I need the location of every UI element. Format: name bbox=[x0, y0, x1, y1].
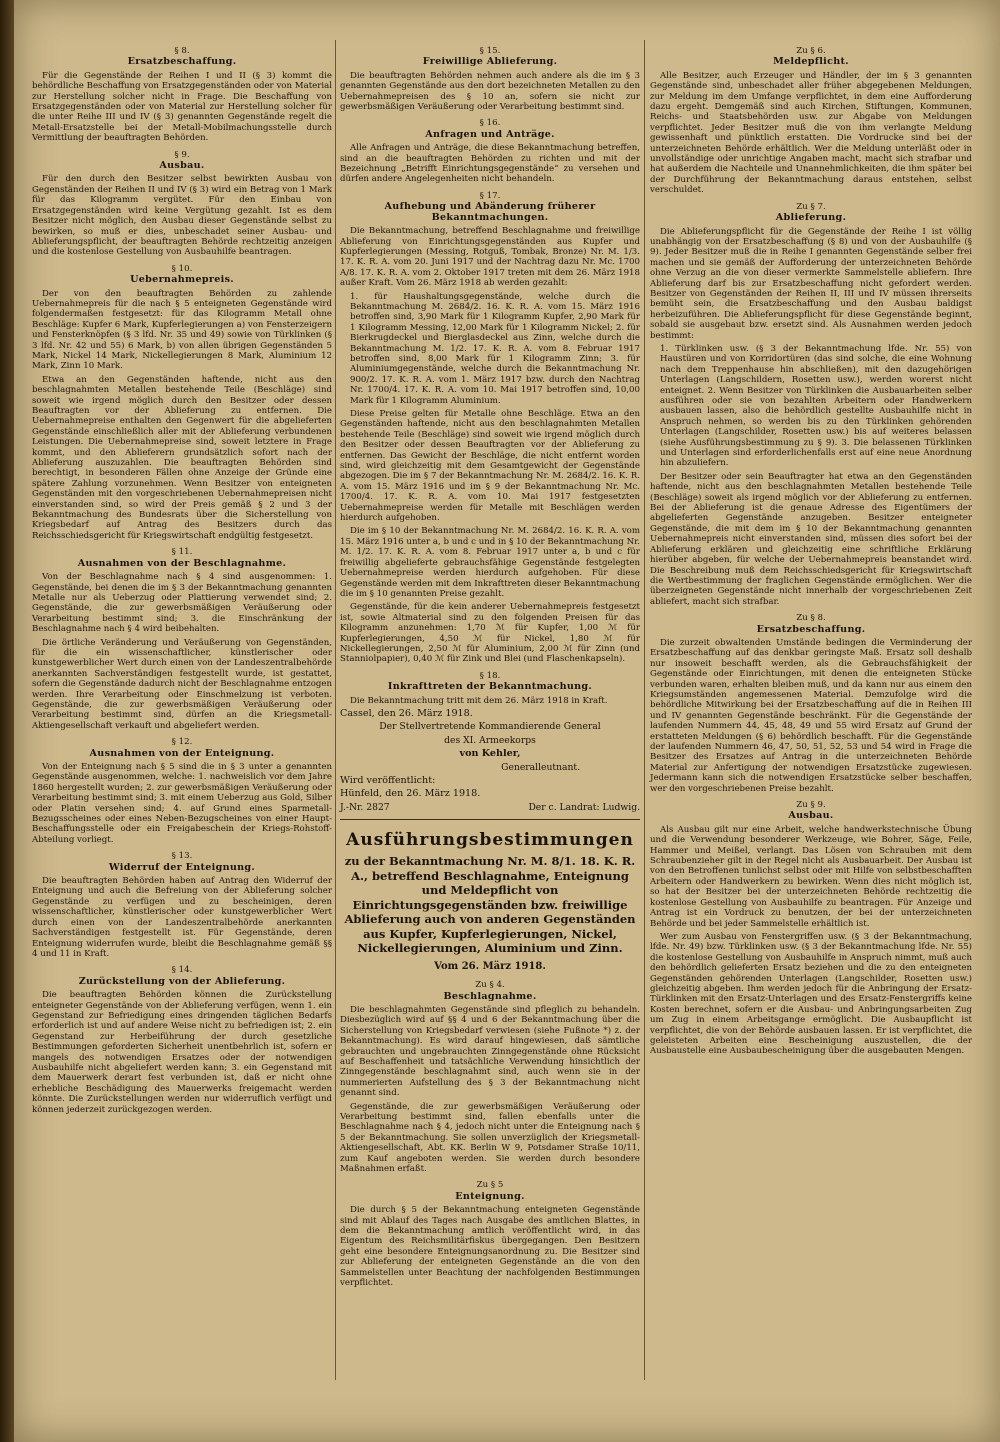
section-text: Der von den beauftragten Behörden zu zahlende Uebernahmepreis für die nach § 5 enteigneten Gegenstände wird folgendermaßen festgesetzt: für das Kilogramm Metall ohne Beschläge: Kupfer 6 Mark, Kupferlegierungen a) von Fensterzeigern und Fensterknöpfen (§ 3 lfd. Nr. 35 und 49) sowie von Türklinken (§ 3 lfd. Nr. 42 und 55) 6 Mark, b) von allen übrigen Gegenständen 5 Mark, Nickel 14 Mark, Nickellegierungen 8 Mark, Aluminium 12 Mark, Zinn 10 Mark. bbox=[32, 288, 332, 372]
section-number: § 13. bbox=[171, 851, 193, 862]
column-divider bbox=[644, 40, 645, 1380]
signature-place: Cassel, den 26. März 1918. bbox=[340, 707, 473, 719]
section-number: § 9. bbox=[174, 149, 190, 160]
section-number: § 11. bbox=[171, 547, 193, 558]
section-list: 1. für Haushaltungsgegenstände, welche durch die Bekanntmachung M. 2684/2. 16. K. R. A. vom 15. März 1916 betroffen sind, 3,90 Mark für 1 Kilogramm Kupfer, 2,90 Mark für 1 Kilogramm Messing, 12,00 Mark für 1 Kilogramm Nickel; 2. für Bierkrugdeckel und Bierglasdeckel aus Zinn, welche durch die Bekanntmachung M. 1/2. 17. K. R. A. vom 8. Februar 1917 betroffen sind, 8,00 Mark für 1 Kilogramm Zinn; 3. für Aluminiumgegenstände, welche durch die Bekanntmachung Nr. 900/2. 17. K. R. A. vom 1. März 1917 bzw. durch den Nachtrag Nr. 1700/4. 17. K. R. A. vom 10. Mai 1917 betroffen sind, 10,00 Mark für 1 Kilogramm Aluminium. bbox=[350, 291, 640, 406]
section-heading: Ersatzbeschaffung. bbox=[756, 623, 866, 635]
section-text: Für die Gegenstände der Reihen I und II (§ 3) kommt die behördliche Beschaffung von Ersatzgegenständen oder von Material zur Herstellung solcher nicht in Frage. Die Beschaffung von Ersatzgegenständen oder von Material zur Herstellung solcher für die unter Reihe III und IV (§ 3) genannten Gegenstände regelt die Metall-Ersatzstelle bei der Metall-Mobilmachungsstelle durch Vermittlung der beauftragten Behörden. bbox=[32, 70, 332, 144]
section-heading: Ablieferung. bbox=[775, 212, 847, 224]
section-heading: Ausbau. bbox=[159, 160, 205, 172]
section-heading: Ausnahmen von der Enteignung. bbox=[89, 747, 275, 759]
signature-name: von Kehler, bbox=[459, 748, 521, 760]
section-number: Zu § 4. bbox=[475, 980, 505, 991]
section-number: § 17. bbox=[479, 190, 501, 201]
divider bbox=[340, 819, 640, 820]
column-3 bbox=[650, 40, 972, 1060]
section-text: Gegenstände, für die kein anderer Uebernahmepreis festgesetzt ist, sowie Altmaterial sind zu den folgenden Preisen für das Kilogramm anzunehmen: 1,70 ℳ für Kupfer, 1,00 ℳ für Kupferlegierungen, 4,50 ℳ für Nickel, 1,80 ℳ für Nickellegierungen, 2,50 ℳ für Aluminium, 2,00 ℳ für Zinn (und Stanniolpapier), 0,40 ℳ für Zink und Blei (und Flaschenkapseln). bbox=[340, 602, 640, 665]
section-heading: Ersatzbeschaffung. bbox=[127, 56, 237, 68]
section-text: Etwa an den Gegenständen haftende, nicht aus den beschlagnahmten Metallen bestehende Teile (Beschläge) sind soweit wie irgend möglich durch den Besitzer oder dessen Beauftragten vor der Ablieferung zu entfernen. Die Uebernahmepreise enthalten den Gegenwert für die abgelieferten Gegenstände einschließlich aller mit der Ablieferung verbundenen Leistungen. Die Uebernahmepreise sind, soweit letztere in Frage kommt, und den Ablieferern grundsätzlich sofort nach der Ablieferung auszuzahlen. Die beauftragten Behörden sind berechtigt, in besonderen Fällen ohne Anzeige der Gründe eine spätere Zahlung vorzunehmen. Wenn Besitzer von enteigneten Gegenständen mit den vorgeschriebenen Uebernahmepreisen nicht einverstanden sind, so wird der Preis gemäß § 2 und 3 der Bekanntmachung des Bundesrats über die Sicherstellung von Kriegsbedarf auf Antrag des Besitzers durch das Reichsschiedsgericht für Kriegswirtschaft endgültig festgesetzt. bbox=[32, 374, 332, 541]
section-number: § 18. bbox=[479, 670, 501, 681]
section-text: Als Ausbau gilt nur eine Arbeit, welche handwerkstechnische Übung und die Verwendung besonderer Werkzeuge, wie Bohrer, Säge, Feile, Hammer und Meißel, verlangt. Das Lösen von Schrauben mit dem Schraubenzieher gilt in der Regel nicht als Ausbauarbeit. Der Ausbau ist von den Betroffenen tunlichst selbst oder mit Hilfe von selbstbeschafften Arbeitern oder Handwerkern zu bewirken. Wenn dies nicht möglich ist, so hat der Besitzer bei der unterzeichneten Behörde rechtzeitig die kostenlose Gestellung von Ausbauhilfe zu beantragen. Für Anzeige und Antrag ist ein Vordruck zu benutzen, der bei der unterzeichneten Behörde und bei jeder Sammelstelle erhältlich ist. bbox=[650, 824, 972, 929]
journal-number: J.-Nr. 2827 bbox=[340, 801, 390, 813]
section-text: Die örtliche Veränderung und Veräußerung von Gegenständen, für die ein wissenschaftlicher, künstlerischer oder kunstgewerblicher Wert durch einen von der Landeszentralbehörde anerkannten Sachverständigen festgestellt wurde, ist gestattet, sofern die Gegenstände dadurch nicht der Beschlagnahme entzogen werden. Ihre Verarbeitung oder Einschmelzung ist verboten. Gegenstände, die zur gewerbsmäßigen Veräußerung oder Verarbeitung bestimmt sind, dürfen an die Kriegsmetall-Aktiengesellschaft verkauft und abgeliefert werden. bbox=[32, 637, 332, 731]
section-text: Die Ablieferungspflicht für die Gegenstände der Reihe I ist völlig unabhängig von der Ersatzbeschaffung (§ 8) und von der Ausbauhilfe (§ 9). Jeder Besitzer muß die in Reihe I genannten Gegenstände selber frei machen und sie gemäß der Aufforderung der unterzeichneten Behörde ohne Verzug an die von dieser vermerkte Sammelstelle abliefern. Ihre Ablieferung darf bis zur Ersatzbeschaffung nicht gefordert werden. Besitzer von Gegenständen der Reihen II, III und IV müssen ihrerseits bemüht sein, die Ersatzbeschaffung und den Ausbau baldigst herbeizuführen. Die Ablieferungspflicht für diese Gegenstände beginnt, sobald sie ausgebaut bzw. ersetzt sind. Als Ausnahmen werden jedoch bestimmt: bbox=[650, 226, 972, 341]
section-heading: Anfragen und Anträge. bbox=[425, 128, 555, 140]
section-text: Die beauftragten Behörden können die Zurückstellung enteigneter Gegenstände von der Ablieferung verfügen, wenn 1. ein Gegenstand zur Befriedigung eines dringenden täglichen Bedarfs erforderlich ist und auf andere Weise nicht zu befriedigen ist; 2. ein Gegenstand zur Herbeiführung der durch gesetzliche Bestimmungen geforderten Sicherheit unentbehrlich ist, sofern er mangels des notwendigen Ersatzes oder der notwendigen Ausbauhilfe nicht abgeliefert werden kann; 3. ein Gegenstand mit dem Mauerwerk derart fest verbunden ist, daß er nicht ohne erhebliche Beschädigung des Mauerwerks freigemacht werden könnte. Die Zurückstellungen werden nur widerruflich verfügt und können jederzeit zurückgezogen werden. bbox=[32, 990, 332, 1115]
section-text: Die beauftragten Behörden haben auf Antrag den Widerruf der Enteignung und auch die Befreiung von der Ablieferung solcher Gegenstände zu verfügen und zu bescheinigen, deren wissenschaftlicher, künstlerischer oder kunstgewerblicher Wert durch einen von der Landeszentralbehörde anerkannten Sachverständigen festgestellt ist. Für Gegenstände, deren Enteignung widerrufen wurde, bleibt die Beschlagnahme gemäß §§ 4 und 11 in Kraft. bbox=[32, 876, 332, 959]
section-number: § 10. bbox=[171, 263, 193, 274]
section-number: § 12. bbox=[171, 737, 193, 748]
publication-number bbox=[340, 803, 640, 813]
document-subtitle: zu der Bekanntmachung Nr. M. 8/1. 18. K. R. A., betreffend Beschlagnahme, Enteignung und Meldepflicht von Einrichtungsgegenständen bzw. freiwillige Ablieferung auch von anderen Gegenständen aus Kupfer, Kupferlegierungen, Nickel, Nickellegierungen, Aluminium und Zinn. bbox=[344, 854, 636, 956]
section-number: Zu § 5 bbox=[476, 1180, 504, 1191]
section-number: Zu § 9. bbox=[796, 800, 826, 811]
column-divider bbox=[335, 40, 336, 1380]
section-heading: Ausbau. bbox=[788, 810, 834, 822]
section-heading: Beschlagnahme. bbox=[443, 990, 537, 1002]
section-text: Die Bekanntmachung, betreffend Beschlagnahme und freiwillige Ablieferung von Einrichtungsgegenständen aus Kupfer und Kupferlegierungen (Messing, Rotguß, Tombak, Bronze) Nr. M. 1/3. 17. K. R. A. vom 20. Juni 1917 und der Nachtrag dazu Nr. Mc. 1700 A/8. 17. K. R. A. vom 2. Oktober 1917 treten mit dem 26. März 1918 außer Kraft. Vom 26. März 1918 ab werden gezahlt: bbox=[340, 226, 640, 289]
section-text: Gegenstände, die zur gewerbsmäßigen Veräußerung oder Verarbeitung bestimmt sind, fallen ebenfalls unter die Beschlagnahme nach § 4, jedoch nicht unter die Enteignung nach § 5 der Bekanntmachung. Sie sollen unverzüglich der Kriegsmetall-Aktiengesellschaft, Abt. KK. Berlin W 9, Potsdamer Straße 10/11, zum Kauf angeboten werden. Sie werden durch besondere Maßnahmen erfaßt. bbox=[340, 1101, 640, 1175]
section-text: Die durch § 5 der Bekanntmachung enteigneten Gegenstände sind mit Ablauf des Tages nach Ausgabe des amtlichen Blattes, in dem die Bekanntmachung amtlich veröffentlicht wird, in das Eigentum des Reichsmilitärfiskus übergegangen. Den Besitzern geht eine besondere Enteignungsanordnung zu. Die Besitzer sind zur Ablieferung der enteigneten Gegenstände an die von den Sammelstellen unter Beachtung der nachfolgenden Bestimmungen verpflichtet. bbox=[340, 1205, 640, 1289]
section-heading: Freiwillige Ablieferung. bbox=[422, 56, 558, 68]
section-number: § 8. bbox=[174, 46, 190, 56]
section-number: Zu § 8. bbox=[796, 613, 826, 624]
column-1 bbox=[32, 40, 332, 1118]
landrat-signature: Der c. Landrat: Ludwig. bbox=[528, 801, 640, 813]
section-text: Die im § 10 der Bekanntmachung Nr. M. 2684/2. 16. K. R. A. vom 15. März 1916 unter a, b und c und in § 10 der Bekanntmachung Nr. M. 1/2. 17. K. R. A. vom 8. Februar 1917 unter a, b und c für freiwillig abgelieferte gebrauchsfähige Gegenstände festgelegten Uebernahmepreise werden hierdurch aufgehoben. Für diese Gegenstände werden mit dem Inkrafttreten dieser Bekanntmachung die im § 10 genannten Preise gezahlt. bbox=[340, 526, 640, 599]
section-number: § 14. bbox=[171, 965, 193, 976]
section-text: Die beschlagnahmten Gegenstände sind pfleglich zu behandeln. Diesbezüglich wird auf §§ 4 und 6 der Bekanntmachung über die Sicherstellung von Kriegsbedarf verwiesen (siehe Fußnote *) z. der Bekanntmachung). Es wird darauf hingewiesen, daß sämtliche gebrauchten und ungebrauchten Zinngegenstände ohne Rücksicht auf Beschaffenheit und tatsächliche Verwendung hinsichtlich der Zinngegenstände beschlagnahmt sind, auch wenn sie in der nummerierten Aufstellung des § 3 der Bekanntmachung nicht genannt sind. bbox=[340, 1004, 640, 1099]
section-heading: Ausnahmen von der Beschlagnahme. bbox=[77, 557, 287, 569]
section-heading: Zurückstellung von der Ablieferung. bbox=[78, 975, 286, 987]
newspaper-page bbox=[14, 0, 1000, 1442]
section-text: Von der Enteignung nach § 5 sind die in § 3 unter a genannten Gegenstände ausgenommen, welche: 1. nachweislich vor dem Jahre 1860 hergestellt wurden; 2. zur gewerbsmäßigen Veräußerung oder Verarbeitung bestimmt sind; 3. mit einem Ueberzug aus Gold, Silber oder Platin versehen sind; 4. auf Grund eines Sparmetall-Bezugsscheines oder eines Neben-Bezugscheines von einer Haupt-Beschaffungsstelle oder ein Freigabeschein der Kriegs-Rohstoff-Abteilung vorliegt. bbox=[32, 762, 332, 845]
section-text: Der Besitzer oder sein Beauftragter hat etwa an den Gegenständen haftende, nicht aus den beschlagnahmten Metallen bestehende Teile (Beschläge) soweit als irgend möglich vor der Ablieferung zu entfernen. Bei der Ablieferung ist die genaue Adresse des Eigentümers der abgelieferten Gegenstände anzugeben. Besitzer enteigneter Gegenstände, die mit dem im § 10 der Bekanntmachung genannten Uebernahmepreis nicht einverstanden sind, müssen dies sofort bei der Ablieferung erklären und gleichzeitig eine schriftliche Erklärung hierüber abgeben, für welche der Uebernahmepreis beanstandet wird. Die Beschreibung muß dem Reichsschiedsgericht für Kriegswirtschaft die Wertbestimmung der fraglichen Gegenstände ermöglichen. Wer die überzeigneten Gegenstände nicht innerhalb der vorgeschriebenen Zeit abliefert, macht sich strafbar. bbox=[650, 471, 972, 607]
section-number: § 16. bbox=[479, 118, 501, 129]
document-date: Vom 26. März 1918. bbox=[434, 960, 546, 972]
section-text: Die beauftragten Behörden nehmen auch andere als die im § 3 genannten Gegenstände aus den dort bezeichneten Metallen zu den Uebernahmepreisen des § 10 an, sofern sie nicht zur gewerbsmäßigen Veräußerung oder Verarbeitung bestimmt sind. bbox=[340, 70, 640, 113]
section-heading: Widerruf der Enteignung. bbox=[108, 861, 256, 873]
section-heading: Aufhebung und Abänderung früherer Bekanntmachungen. bbox=[384, 201, 596, 223]
signature-org: Der Stellvertretende Kommandierende General bbox=[379, 721, 601, 733]
book-spine bbox=[0, 0, 14, 1442]
publication-label: Wird veröffentlicht: bbox=[340, 775, 436, 786]
section-number: § 15. bbox=[479, 46, 501, 56]
section-number: Zu § 6. bbox=[796, 46, 826, 56]
section-heading: Uebernahmepreis. bbox=[130, 274, 234, 286]
section-heading: Enteignung. bbox=[455, 1190, 525, 1202]
section-text: Von der Beschlagnahme nach § 4 sind ausgenommen: 1. Gegenstände, bei denen die im § 3 der Bekanntmachung genannten Metalle nur als Ueberzug oder Plattierung verwendet sind; 2. Gegenstände, die zur gewerbsmäßigen Veräußerung oder Verarbeitung bestimmt sind; 3. die Einschränkung der Beschlagnahme nach § 4 wird beibehalten. bbox=[32, 572, 332, 635]
section-text: Alle Besitzer, auch Erzeuger und Händler, der im § 3 genannten Gegenstände sind, unbeschadet aller früher abgegebenen Meldungen, zur Meldung im dem Umfange verpflichtet, in dem eine Aufforderung dazu ergeht. Demgemäß sind auch Kirchen, Stiftungen, Kommunen, Reichs- und Staatsbehörden usw. zur Abgabe von Meldungen verpflichtet. Jeder Besitzer muß die von ihm verlangte Meldung gewissenhaft und pünktlich erstatten. Die Vordrucke sind bei der unterzeichneten Behörde erhältlich. Wer die Meldung unterläßt oder in unvollständige oder unrichtige Angaben macht, macht sich strafbar und hat außerdem die Nachteile und Unannehmlichkeiten, die ihm später bei der Durchführung der Bekanntmachung daraus entstehen, selbst verschuldet. bbox=[650, 70, 972, 196]
section-text: Für den durch den Besitzer selbst bewirkten Ausbau von Gegenständen der Reihen II und IV (§ 3) wird ein Betrag von 1 Mark für das Kilogramm vergütet. Für den Einbau von Ersatzgegenständen wird keine Vergütung gezahlt. Ist es dem Besitzer nicht möglich, den Ausbau dieser Gegenstände selbst zu bewirken, so muß er dies, unbeschadet seiner Ausbau- und Ablieferungspflicht, der beauftragten Behörde rechtzeitig anzeigen und die kostenlose Gestellung von Ausbauhilfe beantragen. bbox=[32, 174, 332, 258]
signature-block bbox=[340, 709, 640, 813]
section-heading: Inkrafttreten der Bekanntmachung. bbox=[387, 681, 593, 693]
section-text: Wer zum Ausbau von Fenstergriffen usw. (§ 3 der Bekanntmachung, lfde. Nr. 49) bzw. Türklinken usw. (§ 3 der Bekanntmachung lfde. Nr. 55) die kostenlose Gestellung von Ausbauhilfe in Anspruch nimmt, muß auch den behördlich gelieferten Ersatz beziehen und die zu den enteigneten Gegenständen gehörenden Unterlagen (Langschilder, Rosetten usw.) gleichzeitig abgeben. Ihm werden jedoch für die Anbringung der Ersatz-Türklinken mit den Ersatz-Unterlagen und des Ersatz-Fenstergriffs keine Kosten berechnet, sofern er die Ausbau- und Anbringungsarbeiten Zug um Zug in einem Arbeitsgange ermöglicht. Die Ausbaupflicht ist verpflichtet, die von der Behörde ausbauen lassen. Er ist verpflichtet, die geleisteten Arbeiten eine Bescheinigung auszustellen, die der Ausbaustelle eine Ausbaubescheinigung über die ausgebauten Mengen. bbox=[650, 931, 972, 1057]
signature-rank: Generalleutnant. bbox=[501, 761, 580, 773]
section-text: Diese Preise gelten für Metalle ohne Beschläge. Etwa an den Gegenständen haftende, nicht aus den beschlagnahmten Metallen bestehende Teile (Beschläge) sind soweit wie irgend möglich durch den Besitzer oder dessen Beauftragten vor der Ablieferung zu entfernen. Das Gewicht der Beschläge, die nicht entfernt worden sind, wird gleichzeitig mit dem Gesamtgewicht der Gegenstände abgezogen. Die im § 7 der Bekanntmachung Nr. M. 2684/2. 16. K. R. A. vom 15. März 1916 und im § 9 der Bekanntmachung Nr. Mc. 1700/4. 17. K. R. A. vom 10. Mai 1917 festgesetzten Uebernahmepreise werden für Metalle mit Beschlägen werden hierdurch aufgehoben. bbox=[340, 409, 640, 524]
section-text: Die zurzeit obwaltenden Umstände bedingen die Verminderung der Ersatzbeschaffung auf das denkbar geringste Maß. Ersatz soll deshalb nur insoweit beschafft werden, als die Gebrauchsfähigkeit der Gegenstände oder Einrichtungen, mit denen die enteigneten Stücke verbunden waren, erhalten bleiben muß, und da kann nur aus einem den Kriegsumständen angemessenen Material. Demzufolge wird die behördliche Mitwirkung bei der Ersatzbeschaffung auf die in Reihen III und IV genannten Gegenstände beschränkt. Für die Gegenstände der laufenden Nummern 44, 45, 48, 49 und 55 wird Ersatz auf Grund der erstatteten Meldungen (§ 6) behördlich beschafft. Für die Gegenstände der laufenden Nummern 46, 47, 50, 51, 52, 53 und 54 wird in Frage die Besitzer des Ersatzes auf Antrag in die unterzeichneten Behörde Material zur Anfertigung der notwendigen Ersatzstücke zugewiesen. Jedermann kann sich die notwendigen Ersatzstücke selber beschaffen, wer den vorgeschriebenen Preise bezahlt. bbox=[650, 637, 972, 794]
section-list: 1. Türklinken usw. (§ 3 der Bekanntmachung lfde. Nr. 55) von Haustüren und von Korridortüren (das sind solche, die eine Wohnung nach dem Treppenhause hin abschließen), mit den dazugehörigen Unterlagen (Langschildern, Rosetten usw.), werden worerst nicht enteignet. 2. Wenn Besitzer von Türklinken die Ausbauarbeiten selber ausführen oder sie von bezahlten Arbeitern oder Handwerkern ausbauen lassen, also die behördlich gestellte Ausbauhilfe nicht in Anspruch nehmen, so werden bis zu den Türklinken gehörenden Unterlagen (Langschilder, Rosetten usw.) bis auf weiteres belassen (siehe Ausführungsbestimmung zu § 9). 3. Die belassenen Türklinken und Unterlagen sind erforderlichenfalls erst auf eine neue Anordnung hin abzuliefern. bbox=[660, 343, 972, 469]
column-2 bbox=[340, 40, 640, 1292]
publication-place: Hünfeld, den 26. März 1918. bbox=[340, 788, 481, 800]
section-text: Alle Anfragen und Anträge, die diese Bekanntmachung betreffen, sind an die beauftragten Behörden zu richten und mit der Bezeichnung „Betrifft Einrichtungsgegenstände“ zu versehen und dürfen andere Angelegenheiten nicht behandeln. bbox=[340, 143, 640, 185]
section-heading: Meldepflicht. bbox=[773, 56, 849, 68]
section-number: Zu § 7. bbox=[796, 201, 826, 212]
signature-org: des XI. Armeekorps bbox=[444, 734, 536, 746]
section-text: Die Bekanntmachung tritt mit dem 26. März 1918 in Kraft. bbox=[350, 695, 608, 706]
document-title: Ausführungsbestimmungen bbox=[346, 830, 634, 851]
